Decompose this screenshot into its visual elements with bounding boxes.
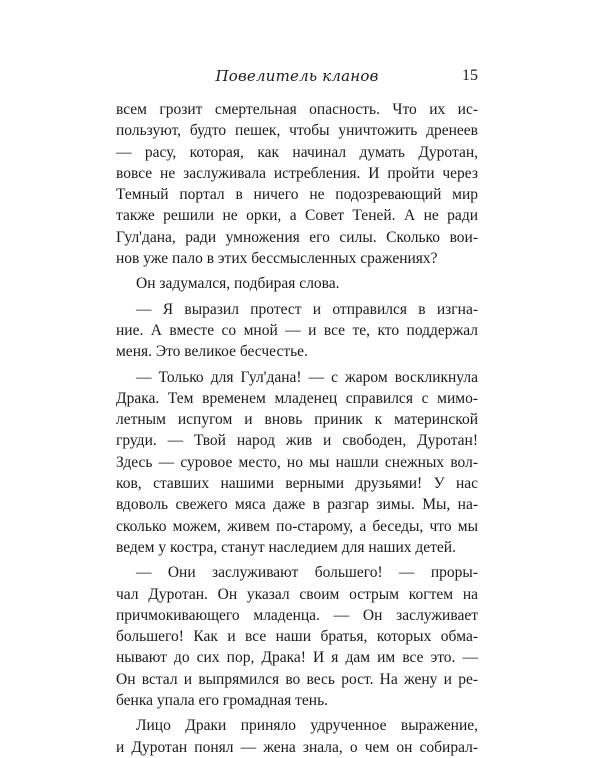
text-line: ние. А вместе со мной — и все те, кто поддержал — [116, 321, 478, 339]
text-line: чал Дуротан. Он указал своим острым когтем на — [116, 585, 478, 603]
paragraph — [116, 273, 478, 294]
text-line: также решили не орки, а Совет Теней. А не ради — [116, 207, 478, 225]
text-line: и Дуротан понял — жена знала, о чем он собирал- — [116, 738, 478, 756]
text-line: — Только для Гул'дана! — с жаром воскликнула — [136, 368, 478, 386]
text-line: всем грозит смертельная опасность. Что их ис- — [116, 101, 478, 118]
text-line: — Они заслуживают большего! — проры- — [136, 564, 478, 582]
text-line: ведем у костра, станут наследием для наших детей. — [116, 538, 456, 556]
text-line: — расу, которая, как начинал думать Дуротан, — [116, 143, 478, 161]
text-line: Драка. Тем временем младенец справился с мимо- — [116, 389, 478, 407]
text-line: Он встал и выпрямился во весь рост. На жену и ре- — [116, 670, 478, 688]
text-line: вдоволь свежего мяса даже в разгар зимы. Мы, на- — [116, 496, 478, 514]
text-line: груди. — Твой народ жив и свободен, Дуротан! — [116, 432, 478, 450]
paragraph — [116, 367, 478, 559]
paragraph — [116, 562, 478, 711]
text-line: вовсе не заслуживала истребления. И пройти через — [116, 164, 478, 182]
text-line: нов уже пало в этих бессмысленных сражениях? — [116, 250, 438, 268]
text-line: Здесь — суровое место, но мы нашли снежных вол- — [116, 453, 478, 471]
text-line: большего! Как и все наши братья, которых обма- — [116, 628, 478, 646]
text-line: сколько можем, живем по-старому, а беседы, что мы — [116, 517, 478, 535]
paragraph — [116, 299, 478, 363]
page-number: 15 — [462, 67, 478, 84]
text-line: пользуют, будто пешек, чтобы уничтожить дренеев — [116, 122, 478, 140]
text-line: ков, ставших нашими верными друзьями! У нас — [116, 475, 478, 493]
text-line: — Я выразил протест и отправился в изгна- — [136, 300, 478, 318]
text-line: меня. Это великое бесчестье. — [116, 343, 308, 361]
text-line: Гул'дана, ради умножения его силы. Сколько вои- — [116, 228, 478, 246]
text-line: Лицо Драки приняло удрученное выражение, — [136, 717, 478, 735]
paragraph — [116, 99, 478, 269]
text-line: летным испугом и вновь приник к материнской — [116, 411, 478, 429]
text-line: бенка упала его громадная тень. — [116, 692, 329, 710]
text-line: Темный портал в ничего не подозревающий мир — [116, 186, 478, 204]
body-text — [116, 99, 478, 758]
text-line: нывают до сих пор, Драка! И я дам им все это. — — [116, 649, 478, 667]
running-title: Повелитель кланов — [215, 67, 379, 85]
page-header — [116, 66, 478, 90]
text-line: Он задумался, подбирая слова. — [136, 275, 340, 293]
paragraph — [116, 715, 478, 758]
text-line: причмокивающего младенца. — Он заслуживает — [116, 606, 478, 624]
